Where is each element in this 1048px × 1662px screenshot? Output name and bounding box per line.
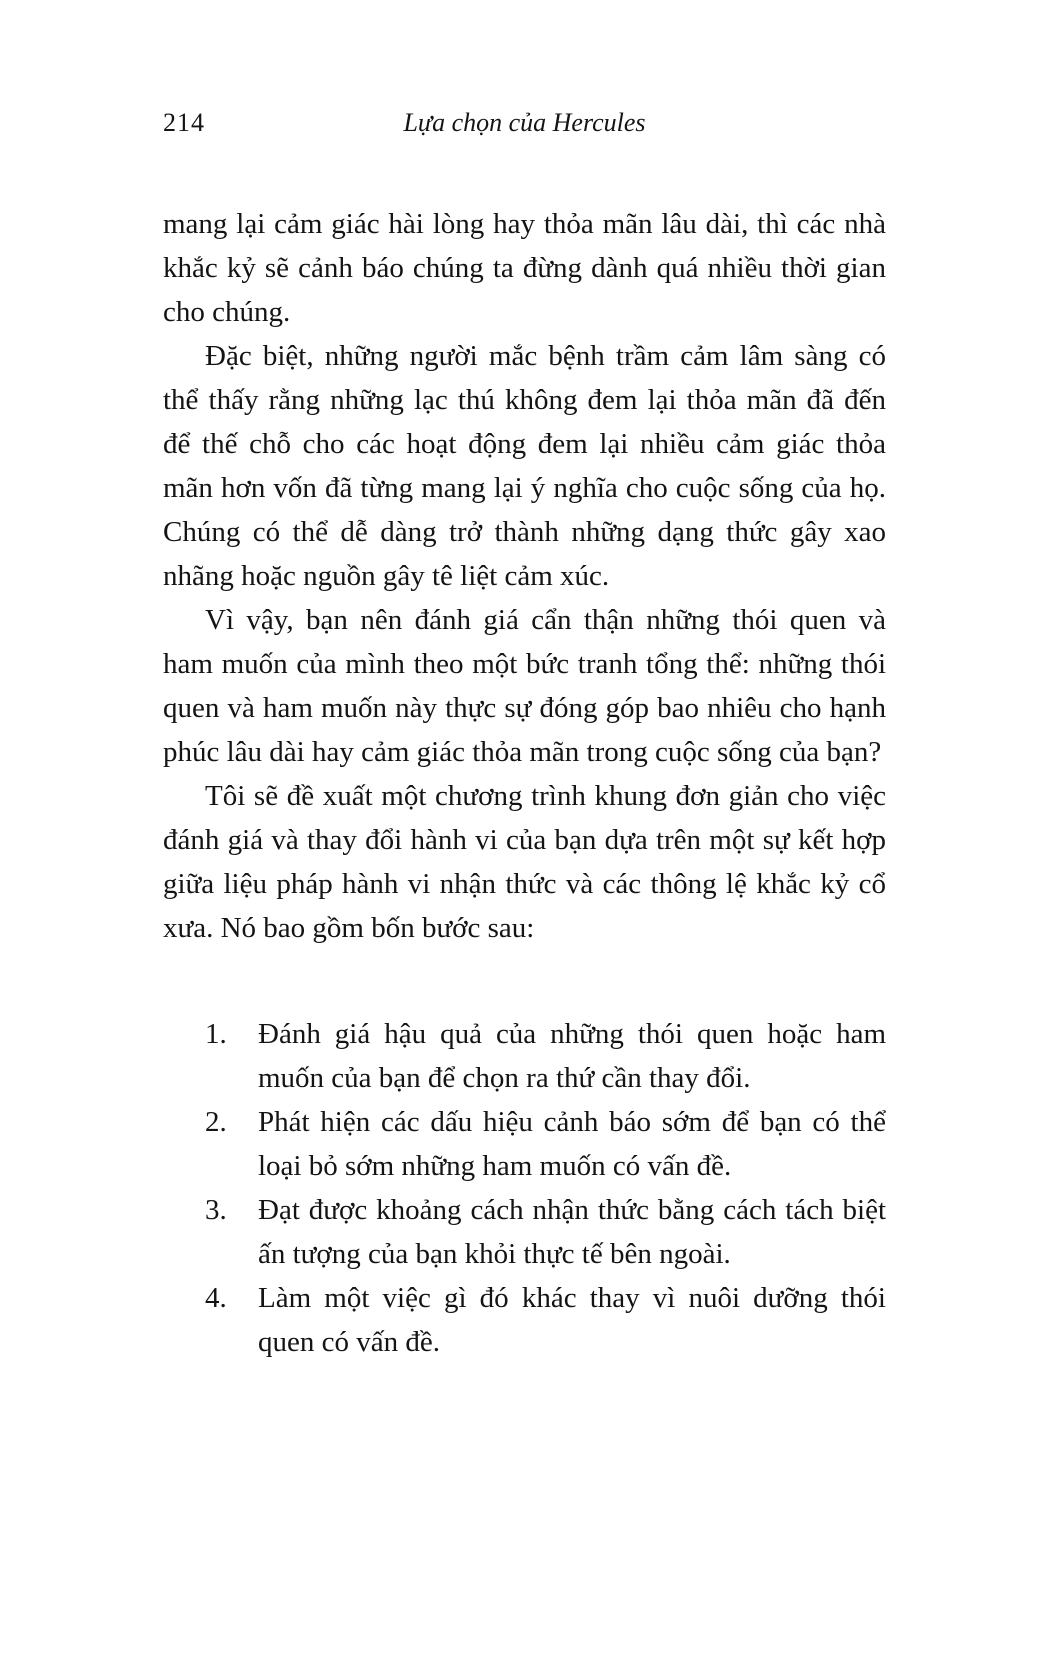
list-item-number: 1. <box>205 1018 227 1050</box>
paragraph: Tôi sẽ đề xuất một chương trình khung đơn giản cho việc đánh giá và thay đổi hành vi của bạn dựa trên một sự kết hợp giữa liệu pháp hành vi nhận thức và các thông lệ khắc kỷ cổ xưa. Nó bao gồm bốn bước sau: <box>163 780 886 944</box>
list-item-number: 3. <box>205 1194 227 1226</box>
page-body <box>163 202 886 1364</box>
list-item <box>163 1012 886 1100</box>
steps-list <box>163 1012 886 1364</box>
list-item <box>163 1188 886 1276</box>
paragraph: Đặc biệt, những người mắc bệnh trầm cảm lâm sàng có thể thấy rằng những lạc thú không đem lại thỏa mãn đã đến để thế chỗ cho các hoạt động đem lại nhiều cảm giác thỏa mãn hơn vốn đã từng mang lại ý nghĩa cho cuộc sống của họ. Chúng có thể dễ dàng trở thành những dạng thức gây xao nhãng hoặc nguồn gây tê liệt cảm xúc. <box>163 340 886 592</box>
page-number: 214 <box>163 108 205 137</box>
list-item-number: 4. <box>205 1282 227 1314</box>
list-item-number: 2. <box>205 1106 227 1138</box>
list-item <box>163 1100 886 1188</box>
list-item-text: Phát hiện các dấu hiệu cảnh báo sớm để bạn có thể loại bỏ sớm những ham muốn có vấn đề. <box>258 1106 886 1182</box>
list-item <box>163 1276 886 1364</box>
list-item-text: Đạt được khoảng cách nhận thức bằng cách tách biệt ấn tượng của bạn khỏi thực tế bên ngoài. <box>258 1194 886 1270</box>
page-header <box>163 106 886 140</box>
running-title: Lựa chọn của Hercules <box>403 108 646 137</box>
paragraph: Vì vậy, bạn nên đánh giá cẩn thận những thói quen và ham muốn của mình theo một bức tranh tổng thể: những thói quen và ham muốn này thực sự đóng góp bao nhiêu cho hạnh phúc lâu dài hay cảm giác thỏa mãn trong cuộc sống của bạn? <box>163 604 886 768</box>
list-item-text: Làm một việc gì đó khác thay vì nuôi dưỡng thói quen có vấn đề. <box>258 1282 886 1358</box>
paragraph-continuation: mang lại cảm giác hài lòng hay thỏa mãn lâu dài, thì các nhà khắc kỷ sẽ cảnh báo chúng ta đừng dành quá nhiều thời gian cho chúng. <box>163 208 886 328</box>
list-item-text: Đánh giá hậu quả của những thói quen hoặc ham muốn của bạn để chọn ra thứ cần thay đổi. <box>258 1018 886 1094</box>
